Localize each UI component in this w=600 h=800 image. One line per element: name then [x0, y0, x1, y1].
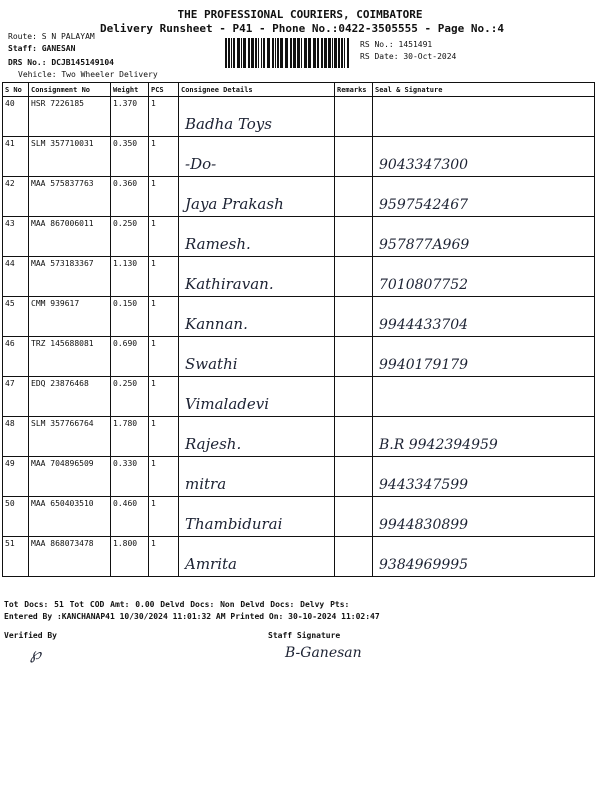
barcode-bar	[267, 38, 270, 68]
entered-by-line: Entered By :KANCHANAP41 10/30/2024 11:01:32 AM Printed On: 30-10-2024 11:02:47	[4, 612, 380, 621]
row-signature	[373, 537, 595, 577]
row-pcs: 1	[149, 377, 179, 417]
barcode-bar	[347, 38, 349, 68]
runsheet-title: Delivery Runsheet - P41 - Phone No.:0422-3505555 - Page No.:4	[100, 22, 504, 35]
row-remarks	[335, 177, 373, 217]
barcode-bar	[290, 38, 292, 68]
barcode-bar	[317, 38, 319, 68]
barcode-bar	[280, 38, 283, 68]
signature-handwriting: 9944830899	[379, 517, 469, 533]
row-remarks	[335, 377, 373, 417]
consignee-handwriting: Jaya Prakash	[185, 195, 284, 213]
col-header-weight: Weight	[111, 83, 149, 97]
row-consignee	[179, 417, 335, 457]
staff-label: Staff: GANESAN	[8, 44, 76, 53]
row-consignment-no: MAA 704896509	[29, 457, 111, 497]
row-signature	[373, 297, 595, 337]
row-consignment-no: SLM 357710031	[29, 137, 111, 177]
barcode-bar	[297, 38, 300, 68]
row-weight: 0.350	[111, 137, 149, 177]
barcode-bar	[255, 38, 257, 68]
row-consignee	[179, 457, 335, 497]
row-consignee	[179, 497, 335, 537]
row-weight: 0.250	[111, 217, 149, 257]
row-consignment-no: SLM 357766764	[29, 417, 111, 457]
row-pcs: 1	[149, 457, 179, 497]
row-pcs: 1	[149, 417, 179, 457]
row-consignee	[179, 377, 335, 417]
table-row	[3, 217, 595, 257]
row-consignment-no: MAA 573183367	[29, 257, 111, 297]
row-weight: 1.130	[111, 257, 149, 297]
row-weight: 0.330	[111, 457, 149, 497]
table-row	[3, 137, 595, 177]
barcode-bar	[233, 38, 235, 68]
vehicle-label: Vehicle: Two Wheeler Delivery	[18, 70, 158, 79]
row-consignment-no: TRZ 145688081	[29, 337, 111, 377]
col-header-sno: S No	[3, 83, 29, 97]
staff-signature-label: Staff Signature	[268, 631, 341, 640]
barcode-bar	[248, 38, 250, 68]
row-consignment-no: EDQ 23876468	[29, 377, 111, 417]
barcode-bar	[277, 38, 279, 68]
row-consignment-no: CMM 939617	[29, 297, 111, 337]
row-sno: 50	[3, 497, 29, 537]
row-signature	[373, 417, 595, 457]
row-pcs: 1	[149, 137, 179, 177]
row-remarks	[335, 257, 373, 297]
row-consignee	[179, 177, 335, 217]
row-pcs: 1	[149, 97, 179, 137]
barcode-bar	[263, 38, 265, 68]
row-remarks	[335, 457, 373, 497]
consignee-handwriting: mitra	[185, 475, 227, 493]
row-consignee	[179, 337, 335, 377]
barcode-bar	[328, 38, 331, 68]
consignee-handwriting: -Do-	[185, 155, 217, 173]
row-signature	[373, 337, 595, 377]
row-weight: 1.370	[111, 97, 149, 137]
table-row	[3, 497, 595, 537]
table-row	[3, 537, 595, 577]
consignee-handwriting: Swathi	[185, 355, 238, 373]
row-sno: 41	[3, 137, 29, 177]
row-sno: 47	[3, 377, 29, 417]
row-signature	[373, 257, 595, 297]
barcode-bar	[341, 38, 343, 68]
barcode-bar	[243, 38, 246, 68]
row-sno: 49	[3, 457, 29, 497]
table-row	[3, 457, 595, 497]
barcode-bar	[301, 38, 302, 68]
table-row	[3, 177, 595, 217]
row-weight: 1.780	[111, 417, 149, 457]
row-sno: 45	[3, 297, 29, 337]
barcode-bar	[321, 38, 323, 68]
table-header-row	[3, 83, 595, 97]
row-consignee	[179, 137, 335, 177]
barcode-bar	[338, 38, 340, 68]
row-remarks	[335, 97, 373, 137]
row-pcs: 1	[149, 217, 179, 257]
row-weight: 0.460	[111, 497, 149, 537]
staff-handwritten-signature: B-Ganesan	[285, 645, 362, 661]
barcode-bar	[313, 38, 316, 68]
row-pcs: 1	[149, 297, 179, 337]
signature-handwriting: 7010807752	[379, 277, 469, 293]
row-remarks	[335, 337, 373, 377]
row-consignee	[179, 297, 335, 337]
signature-handwriting: 9443347599	[379, 477, 469, 493]
row-sno: 44	[3, 257, 29, 297]
barcode-bar	[332, 38, 333, 68]
consignee-handwriting: Badha Toys	[185, 115, 272, 133]
runsheet-table	[2, 82, 595, 577]
consignee-handwriting: Kathiravan.	[185, 275, 274, 293]
row-consignment-no: MAA 650403510	[29, 497, 111, 537]
signature-handwriting: B.R 9942394959	[379, 437, 498, 453]
barcode-bar	[237, 38, 240, 68]
barcode-icon	[225, 38, 353, 68]
rs-number: RS No.: 1451491	[360, 40, 433, 49]
row-consignee	[179, 97, 335, 137]
row-pcs: 1	[149, 497, 179, 537]
verified-by-label: Verified By	[4, 631, 57, 640]
row-weight: 0.250	[111, 377, 149, 417]
barcode-bar	[344, 38, 345, 68]
table-row	[3, 377, 595, 417]
barcode-bar	[334, 38, 337, 68]
row-sno: 48	[3, 417, 29, 457]
row-weight: 0.360	[111, 177, 149, 217]
row-sno: 42	[3, 177, 29, 217]
row-remarks	[335, 537, 373, 577]
row-signature	[373, 177, 595, 217]
row-remarks	[335, 217, 373, 257]
company-title: THE PROFESSIONAL COURIERS, COIMBATORE	[177, 8, 423, 21]
row-pcs: 1	[149, 177, 179, 217]
row-signature	[373, 97, 595, 137]
row-pcs: 1	[149, 257, 179, 297]
consignee-handwriting: Thambidurai	[185, 515, 283, 533]
totals-line: Tot Docs: 51 Tot COD Amt: 0.00 Delvd Docs: Non Delvd Docs: Delvy Pts:	[4, 600, 350, 609]
row-weight: 0.150	[111, 297, 149, 337]
row-remarks	[335, 137, 373, 177]
table-row	[3, 97, 595, 137]
signature-handwriting: 9944433704	[379, 317, 469, 333]
verifier-initials-icon: ℘	[30, 644, 42, 663]
barcode-bar	[308, 38, 311, 68]
col-header-pcs: PCS	[149, 83, 179, 97]
barcode-bar	[228, 38, 230, 68]
row-consignee	[179, 257, 335, 297]
drs-number: DRS No.: DCJB145149104	[8, 58, 114, 67]
signature-handwriting: 9043347300	[379, 157, 469, 173]
row-signature	[373, 137, 595, 177]
route-label: Route: S N PALAYAM	[8, 32, 95, 41]
row-weight: 1.800	[111, 537, 149, 577]
row-signature	[373, 217, 595, 257]
col-header-consignment: Consignment No	[29, 83, 111, 97]
barcode-bar	[261, 38, 262, 68]
row-consignee	[179, 217, 335, 257]
table-row	[3, 417, 595, 457]
row-signature	[373, 457, 595, 497]
col-header-remarks: Remarks	[335, 83, 373, 97]
rs-date: RS Date: 30-Oct-2024	[360, 52, 457, 61]
barcode-bar	[285, 38, 288, 68]
row-signature	[373, 377, 595, 417]
row-sno: 40	[3, 97, 29, 137]
row-sno: 46	[3, 337, 29, 377]
consignee-handwriting: Amrita	[185, 555, 237, 573]
table-row	[3, 257, 595, 297]
barcode-bar	[231, 38, 232, 68]
barcode-bar	[272, 38, 274, 68]
barcode-bar	[293, 38, 296, 68]
consignee-handwriting: Vimaladevi	[185, 395, 270, 413]
row-sno: 43	[3, 217, 29, 257]
row-signature	[373, 497, 595, 537]
col-header-signature: Seal & Signature	[373, 83, 595, 97]
signature-handwriting: 957877A969	[379, 237, 470, 253]
barcode-bar	[275, 38, 276, 68]
row-remarks	[335, 417, 373, 457]
row-consignment-no: MAA 867006011	[29, 217, 111, 257]
barcode-bar	[251, 38, 254, 68]
row-pcs: 1	[149, 537, 179, 577]
signature-handwriting: 9597542467	[379, 197, 469, 213]
row-remarks	[335, 297, 373, 337]
signature-handwriting: 9384969995	[379, 557, 469, 573]
barcode-bar	[324, 38, 327, 68]
row-remarks	[335, 497, 373, 537]
col-header-consignee: Consignee Details	[179, 83, 335, 97]
table-row	[3, 337, 595, 377]
barcode-bar	[304, 38, 307, 68]
row-consignment-no: MAA 575837763	[29, 177, 111, 217]
row-consignment-no: HSR 7226185	[29, 97, 111, 137]
consignee-handwriting: Ramesh.	[185, 235, 251, 253]
row-weight: 0.690	[111, 337, 149, 377]
table-row	[3, 297, 595, 337]
consignee-handwriting: Rajesh.	[185, 435, 242, 453]
row-consignee	[179, 537, 335, 577]
row-consignment-no: MAA 868073478	[29, 537, 111, 577]
consignee-handwriting: Kannan.	[185, 315, 248, 333]
row-pcs: 1	[149, 337, 179, 377]
barcode-bar	[241, 38, 242, 68]
barcode-bar	[258, 38, 259, 68]
signature-handwriting: 9940179179	[379, 357, 469, 373]
row-sno: 51	[3, 537, 29, 577]
barcode-bar	[225, 38, 227, 68]
